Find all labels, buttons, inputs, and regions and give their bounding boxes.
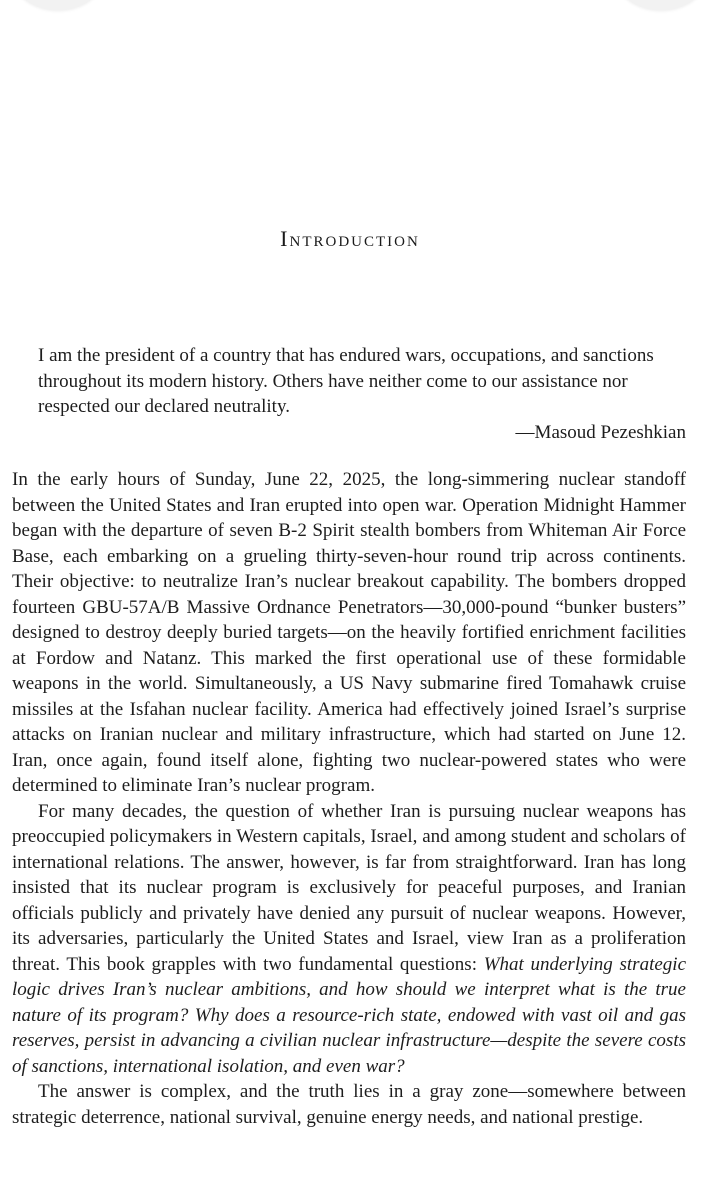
paragraph-3: The answer is complex, and the truth lies in a gray zone—somewhere between strategic deterrence, national survival, genuine energy needs, and national prestige. [12, 1081, 686, 1128]
epigraph-quote: I am the president of a country that has endured wars, occupations, and sanctions throughout its modern history. Others have neither come to our assistance nor respected our declared neutrality. [38, 345, 654, 417]
next-page-control[interactable] [615, 0, 707, 10]
chapter-body [12, 467, 686, 1130]
paragraph-1: In the early hours of Sunday, June 22, 2025, the long-simmering nuclear standoff between the United States and Iran erupted into open war. Operation Midnight Hammer began with the departure of seven B-2 Spirit stealth bombers from Whiteman Air Force Base, each embarking on a grueling thirty-seven-hour round trip across continents. Their objective: to neutralize Iran’s nuclear breakout capability. The bombers dropped fourteen GBU-57A/B Massive Ordnance Penetrators—30,000-pound “bunker busters” designed to destroy deeply buried targets—on the heavily fortified enrichment facilities at Fordow and Natanz. This marked the first operational use of these formidable weapons in the world. Simultaneously, a US Navy submarine fired Tomahawk cruise missiles at the Isfahan nuclear facility. America had effectively joined Israel’s surprise attacks on Iranian nuclear and military infrastructure, which had started on June 12. Iran, once again, found itself alone, fighting two nuclear-powered states who were determined to eliminate Iran’s nuclear program. [12, 469, 686, 796]
previous-page-control[interactable] [12, 0, 104, 10]
paragraph-2 [12, 799, 686, 1080]
epigraph [38, 343, 686, 445]
epigraph-attribution: —Masoud Pezeshkian [515, 421, 686, 443]
chapter-title: Introduction [280, 226, 420, 251]
paragraph-2-italic-questions: What underlying strategic logic drives Iran’s nuclear ambitions, and how should we interpret what is the true nature of its program? Why does a resource-rich state, endowed with vast oil and gas reserves, persist in advancing a civilian nuclear infrastructure—despite the severe costs of sanctions, international isolation, and even war? [12, 953, 686, 1077]
paragraph-2-text: For many decades, the question of whether Iran is pursuing nuclear weapons has preoccupied policymakers in Western capitals, Israel, and among student and scholars of international relations. The answer, however, is far from straightforward. Iran has long insisted that its nuclear program is exclusively for peaceful purposes, and Iranian officials publicly and privately have denied any pursuit of nuclear weapons. However, its adversaries, particularly the United States and Israel, view Iran as a proliferation threat. This book grapples with two fundamental questions: [12, 800, 686, 975]
